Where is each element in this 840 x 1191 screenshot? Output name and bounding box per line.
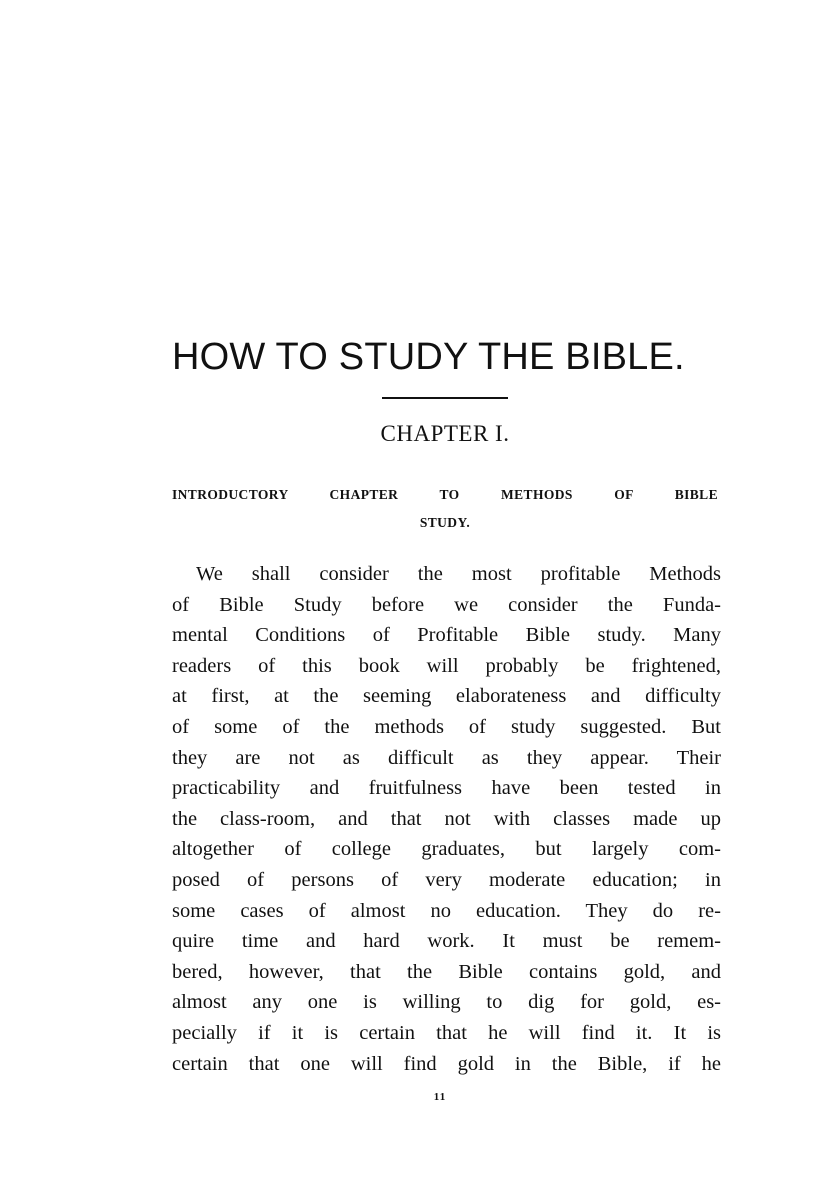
body-line: of some of the methods of study suggested. But [172, 715, 721, 738]
body-paragraph [172, 559, 721, 1079]
body-line: certain that one will find gold in the Bible, if he [172, 1052, 721, 1075]
book-title: HOW TO STUDY THE BIBLE. [172, 336, 685, 378]
body-line: bered, however, that the Bible contains gold, and [172, 960, 721, 983]
body-line: We shall consider the most profitable Methods [196, 563, 721, 585]
body-line: at first, at the seeming elaborateness and difficulty [172, 685, 721, 708]
body-line: pecially if it is certain that he will find it. It is [172, 1021, 721, 1044]
chapter-subtitle [172, 481, 718, 537]
body-line: posed of persons of very moderate education; in [172, 868, 721, 891]
chapter-subtitle-line: STUDY. [419, 515, 471, 530]
body-line: altogether of college graduates, but largely com- [172, 838, 721, 861]
chapter-subtitle-line: INTRODUCTORY CHAPTER TO METHODS OF BIBLE [172, 487, 718, 502]
body-line: the class-room, and that not with classes made up [172, 807, 721, 830]
page-number: 11 [433, 1091, 447, 1103]
body-line: practicability and fruitfulness have been tested in [172, 777, 721, 800]
body-line: they are not as difficult as they appear. Their [172, 746, 721, 769]
body-line: almost any one is willing to dig for gold, es- [172, 991, 721, 1014]
body-line: quire time and hard work. It must be remem- [172, 930, 721, 953]
body-line: readers of this book will probably be frightened, [172, 654, 721, 677]
body-line: mental Conditions of Profitable Bible study. Many [172, 624, 721, 647]
body-line: of Bible Study before we consider the Funda- [172, 593, 721, 616]
chapter-label: CHAPTER I. [380, 421, 510, 446]
title-divider-rule [382, 397, 508, 399]
body-line: some cases of almost no education. They do re- [172, 899, 721, 922]
